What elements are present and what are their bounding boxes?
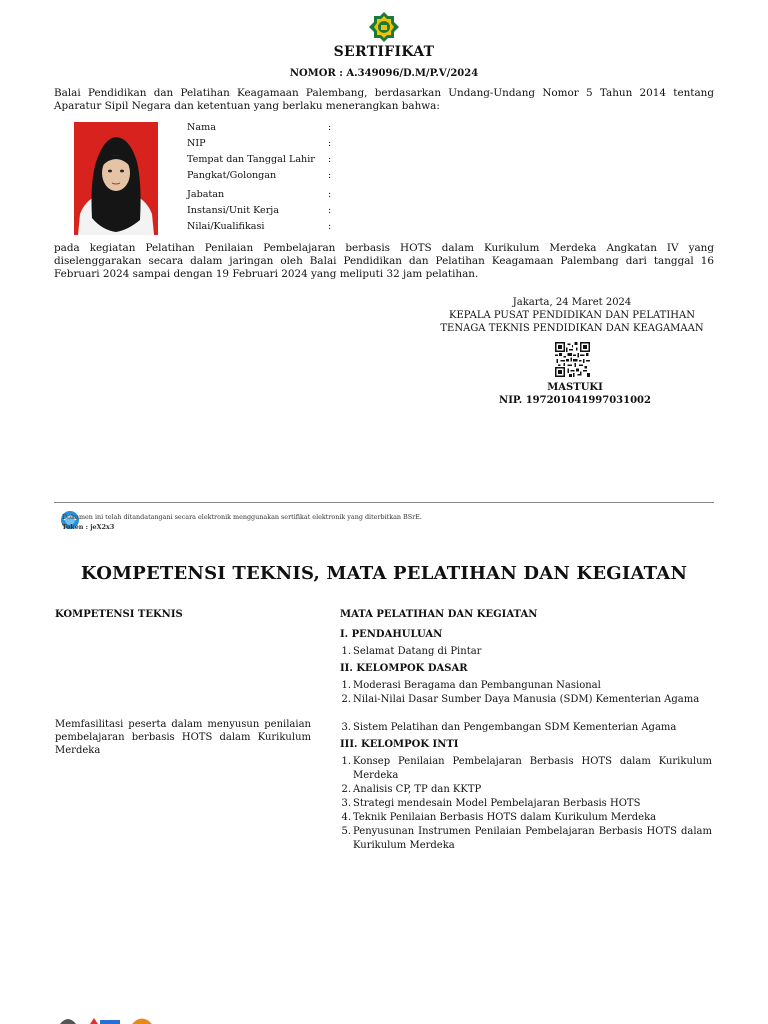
list-item-text: Konsep Penilaian Pembelajaran Berbasis HOTS dalam Kurikulum Merdeka [353,756,712,781]
list-item [337,825,712,853]
field-colon: : [328,154,332,165]
field-birth [187,154,333,168]
subjects-column-header: MATA PELATIHAN DAN KEGIATAN [340,609,538,620]
list-item [337,645,712,659]
field-institution [187,205,333,219]
field-colon: : [328,138,332,149]
list-item-number: 1. [341,756,351,767]
field-label: NIP [187,138,206,149]
ministry-emblem-icon [368,11,400,43]
certificate-number: NOMOR : A.349096/D.M/P.V/2024 [289,68,479,79]
field-label: Jabatan [187,189,225,200]
field-label: Pangkat/Golongan [187,170,277,181]
list-item-text: Moderasi Beragama dan Pembangunan Nasional [353,680,601,691]
list-item [337,693,712,707]
field-colon: : [328,189,332,200]
field-label: Nama [187,122,216,133]
field-name [187,122,333,136]
intro-paragraph: Balai Pendidikan dan Pelatihan Keagamaan Palembang, berdasarkan Undang-Undang Nomor 5 Tahun 2014 tentang Aparatur Sipil Negara dan ketentuan yang berlaku menerangkan bahwa: [54,87,714,112]
signature-position-line2: TENAGA TEKNIS PENDIDIKAN DAN KEAGAMAAN [440,323,704,334]
list-item-number: 1. [341,646,351,657]
field-colon: : [328,122,332,133]
qr-code-icon [555,342,590,377]
field-position [187,189,333,203]
partner-logos-icon [58,1012,158,1024]
list-item [337,811,712,825]
list-item [337,721,712,735]
field-colon: : [328,221,332,232]
list-item-number: 1. [341,680,351,691]
signature-place-date: Jakarta, 24 Maret 2024 [512,297,632,308]
field-score [187,221,333,235]
field-colon: : [328,170,332,181]
list-item [337,679,712,693]
list-item-text: Strategi mendesain Model Pembelajaran Berbasis HOTS [353,798,641,809]
list-item-number: 2. [341,784,351,795]
list-item-text: Teknik Penilaian Berbasis HOTS dalam Kurikulum Merdeka [353,812,657,823]
signature-block [430,296,714,335]
competency-description: Memfasilitasi peserta dalam menyusun penilaian pembelajaran berbasis HOTS dalam Kurikulum Merdeka [55,719,311,756]
field-nip [187,138,333,152]
training-description: pada kegiatan Pelatihan Penilaian Pembelajaran berbasis HOTS dalam Kurikulum Merdeka Angkatan IV yang diselenggarakan secara dalam jaringan oleh Balai Pendidikan dan Pelatihan Keagamaan Palembang dari tanggal 16 Februari 2024 sampai dengan 19 Februari 2024 yang meliputi 32 jam pelatihan. [54,242,714,280]
list-item-number: 3. [341,722,351,733]
list-item-number: 5. [341,826,351,837]
certificate-title: SERTIFIKAT [333,44,435,60]
competency-page-title: KOMPETENSI TEKNIS, MATA PELATIHAN DAN KEGIATAN [80,563,688,584]
list-item-number: 2. [341,694,351,705]
field-label: Instansi/Unit Kerja [187,205,279,216]
signature-position-line1: KEPALA PUSAT PENDIDIKAN DAN PELATIHAN [449,310,695,321]
signer-nip: NIP. 197201041997031002 [499,395,651,406]
token-code: Token : jeX2x3 [62,523,115,531]
electronic-signature-note: Dokumen ini telah ditandatangani secara elektronik menggunakan sertifikat elektronik yang diterbitkan BSrE. [62,513,422,521]
list-item-text: Sistem Pelatihan dan Pengembangan SDM Kementerian Agama [353,722,677,733]
field-label: Tempat dan Tanggal Lahir [187,154,315,165]
list-item [337,783,712,797]
signer-name: MASTUKI [547,382,603,393]
list-item-text: Penyusunan Instrumen Penilaian Pembelajaran Berbasis HOTS dalam Kurikulum Merdeka [353,826,712,851]
section-title: III. KELOMPOK INTI [340,739,459,750]
list-item [337,797,712,811]
list-item [337,755,712,783]
competency-column-header: KOMPETENSI TEKNIS [55,609,183,620]
list-item-text: Analisis CP, TP dan KKTP [353,784,482,795]
section-title: I. PENDAHULUAN [340,629,443,640]
section-title: II. KELOMPOK DASAR [340,663,468,674]
list-item-text: Nilai-Nilai Dasar Sumber Daya Manusia (SDM) Kementerian Agama [353,694,700,705]
participant-photo [74,122,158,235]
field-colon: : [328,205,332,216]
list-item-number: 4. [341,812,351,823]
field-label: Nilai/Kualifikasi [187,221,265,232]
field-rank [187,170,333,184]
list-item-text: Selamat Datang di Pintar [353,646,482,657]
list-item-number: 3. [341,798,351,809]
footer-divider [54,502,714,503]
